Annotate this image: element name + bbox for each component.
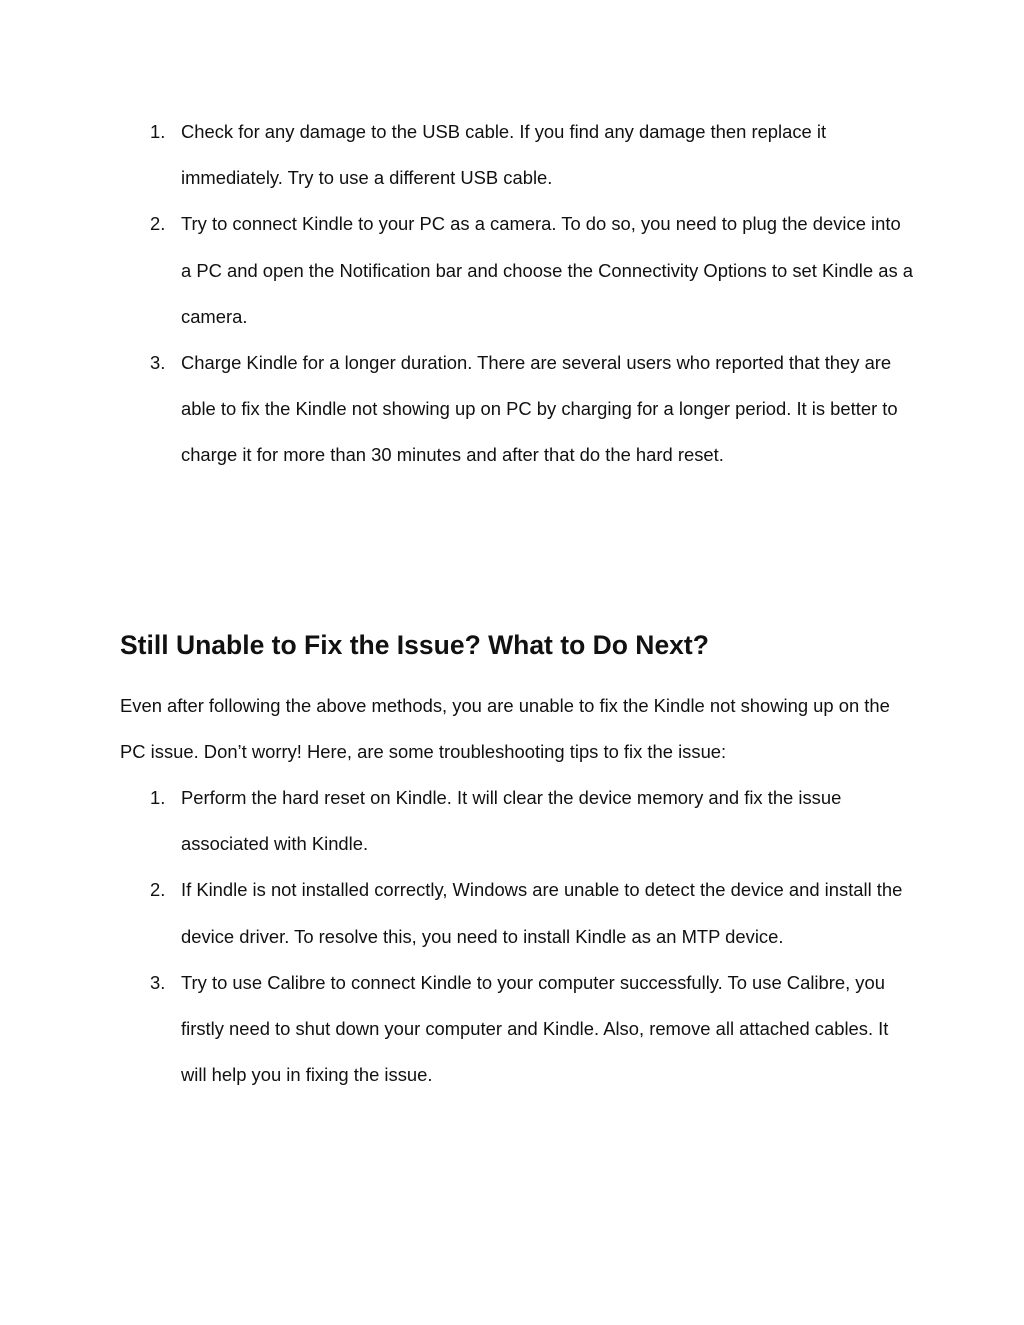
- list-item: [0, 775, 1024, 867]
- list-item: [0, 201, 1024, 340]
- list-item-text: Charge Kindle for a longer duration. There are several users who reported that they are able to fix the Kindle not showing up on PC by charging for a longer period. It is better to charge it for more than 30 minutes and after that do the hard reset.: [181, 352, 898, 466]
- list-item-text: Try to connect Kindle to your PC as a camera. To do so, you need to plug the device into a PC and open the Notification bar and choose the Connectivity Options to set Kindle as a camera.: [181, 213, 913, 327]
- list-item-text: Try to use Calibre to connect Kindle to your computer successfully. To use Calibre, you firstly need to shut down your computer and Kindle. Also, remove all attached cables. It will help you in fixing the issue.: [181, 971, 889, 1086]
- list-item-text: Perform the hard reset on Kindle. It will clear the device memory and fix the issue associated with Kindle.: [181, 787, 842, 855]
- list-number: 1.: [150, 787, 166, 808]
- section-heading: Still Unable to Fix the Issue? What to Do Next?: [120, 630, 709, 660]
- troubleshooting-list-top: [0, 109, 1024, 479]
- list-item: [0, 960, 1024, 1099]
- list-number: 3.: [150, 971, 166, 993]
- list-item-text: Check for any damage to the USB cable. If you find any damage then replace it immediately. Try to use a different USB cable.: [181, 121, 827, 189]
- list-item: [0, 109, 1024, 201]
- list-number: 2.: [150, 879, 166, 901]
- list-number: 1.: [150, 121, 166, 142]
- troubleshooting-list-bottom: [0, 775, 1024, 1098]
- list-item: [0, 867, 1024, 959]
- list-item-text: If Kindle is not installed correctly, Windows are unable to detect the device and install the device driver. To resolve this, you need to install Kindle as an MTP device.: [181, 879, 903, 947]
- list-number: 2.: [150, 213, 166, 235]
- list-item: [0, 340, 1024, 479]
- list-number: 3.: [150, 352, 166, 374]
- intro-paragraph: Even after following the above methods, you are unable to fix the Kindle not showing up on the PC issue. Don’t worry! Here, are some troubleshooting tips to fix the issue:: [120, 695, 890, 763]
